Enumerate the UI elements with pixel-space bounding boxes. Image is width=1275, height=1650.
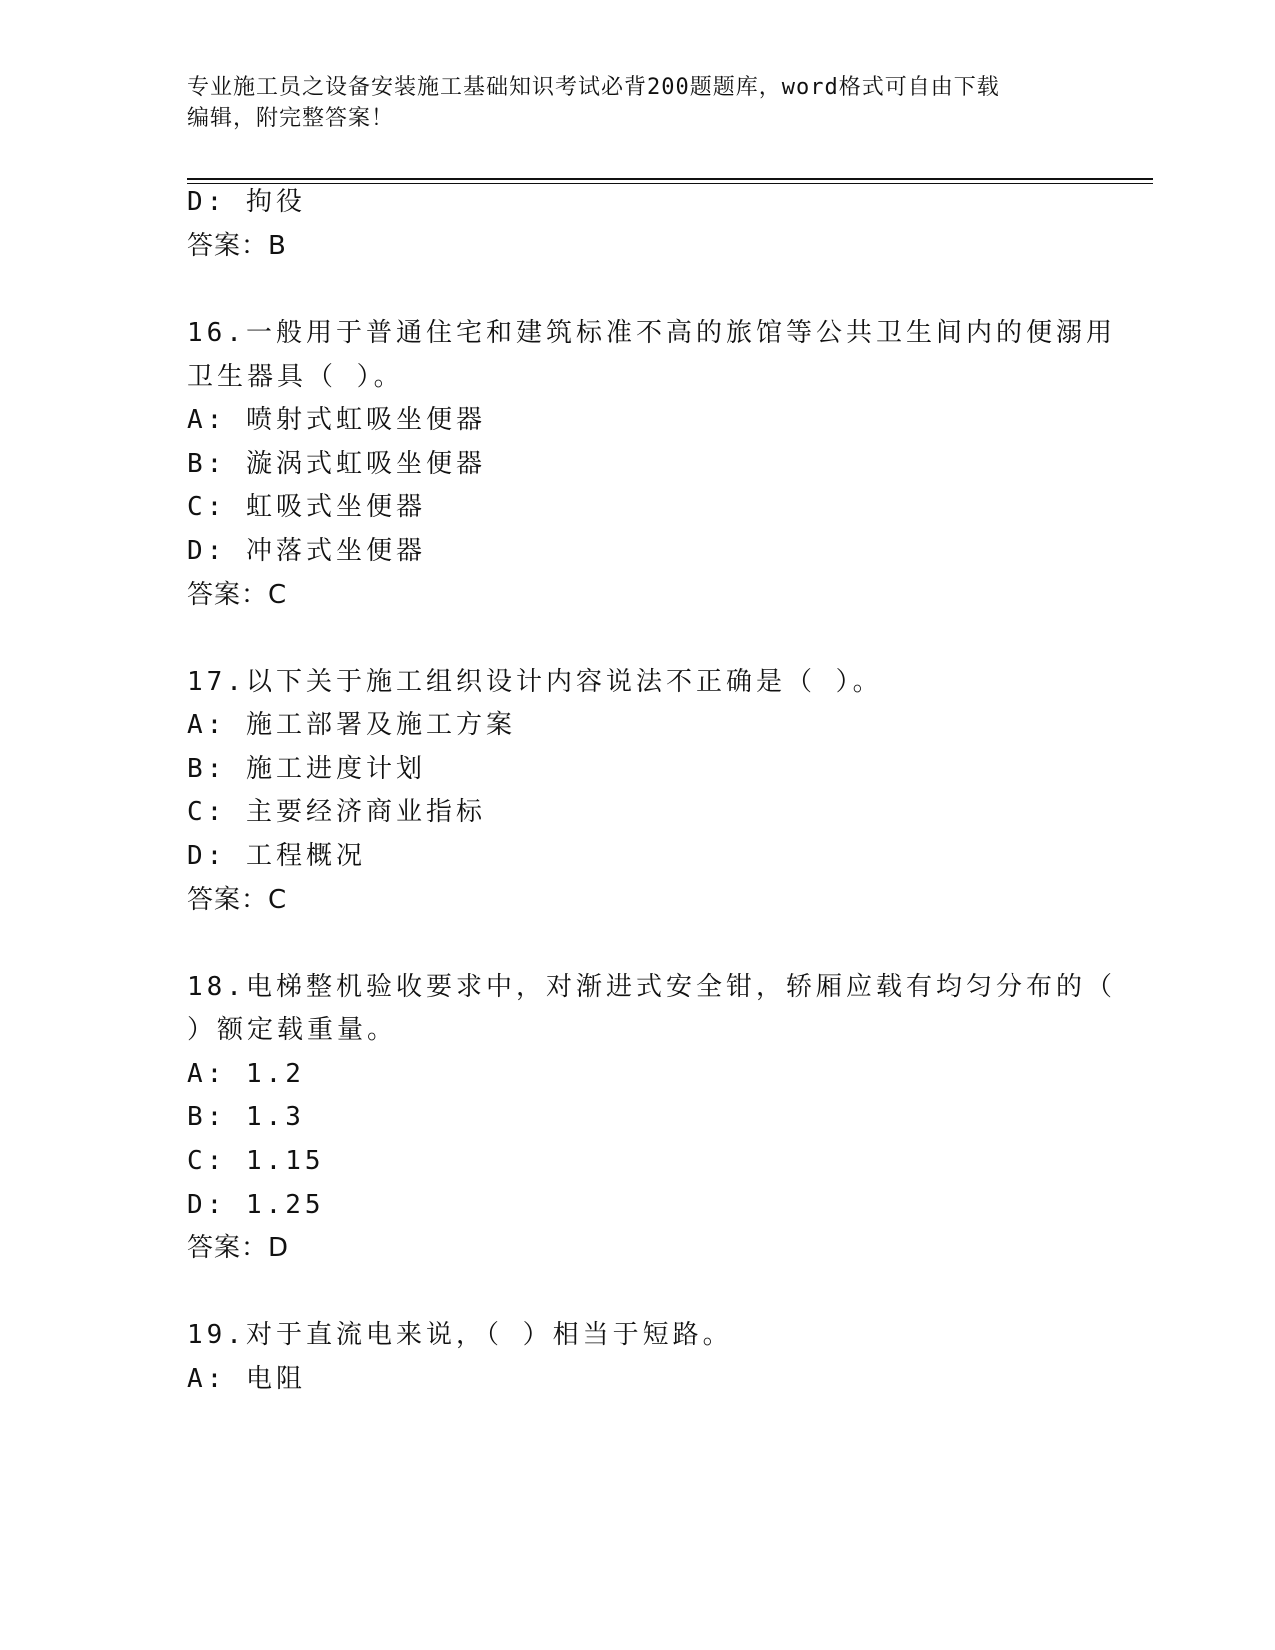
q16-answer: 答案：C bbox=[187, 580, 288, 610]
q17-option-c: C: 主要经济商业指标 bbox=[187, 797, 486, 827]
q18-option-b: B: 1.3 bbox=[187, 1102, 305, 1132]
q18-stem-line-1: 18.电梯整机验收要求中，对渐进式安全钳，轿厢应载有均匀分布的（ bbox=[187, 972, 1116, 1002]
prev-option-d: D: 拘役 bbox=[187, 187, 306, 217]
prev-answer: 答案：B bbox=[187, 231, 287, 261]
q17-answer: 答案：C bbox=[187, 885, 288, 915]
header-line-2: 编辑，附完整答案！ bbox=[187, 106, 395, 131]
q19-option-a: A: 电阻 bbox=[187, 1364, 306, 1394]
q18-option-d: D: 1.25 bbox=[187, 1190, 325, 1220]
header-divider-thick bbox=[187, 178, 1153, 180]
q18-answer: 答案：D bbox=[187, 1233, 290, 1263]
q17-stem-line-1: 17.以下关于施工组织设计内容说法不正确是（ ）。 bbox=[187, 667, 883, 697]
q18-stem-line-2: ）额定载重量。 bbox=[187, 1015, 398, 1045]
page-header bbox=[187, 72, 1087, 134]
q16-option-b: B: 漩涡式虹吸坐便器 bbox=[187, 449, 486, 479]
q16-option-d: D: 冲落式坐便器 bbox=[187, 536, 426, 566]
q16-option-a: A: 喷射式虹吸坐便器 bbox=[187, 405, 486, 435]
q17-option-d: D: 工程概况 bbox=[187, 841, 366, 871]
header-line-1: 专业施工员之设备安装施工基础知识考试必背200题题库，word格式可自由下载 bbox=[187, 75, 1000, 100]
q16-stem-line-2: 卫生器具（ ）。 bbox=[187, 362, 404, 392]
q18-option-c: C: 1.15 bbox=[187, 1146, 325, 1176]
q16-option-c: C: 虹吸式坐便器 bbox=[187, 492, 426, 522]
q17-option-b: B: 施工进度计划 bbox=[187, 754, 426, 784]
q19-stem-line-1: 19.对于直流电来说，（ ）相当于短路。 bbox=[187, 1320, 733, 1350]
q18-option-a: A: 1.2 bbox=[187, 1059, 305, 1089]
q17-option-a: A: 施工部署及施工方案 bbox=[187, 710, 516, 740]
q16-stem-line-1: 16.一般用于普通住宅和建筑标准不高的旅馆等公共卫生间内的便溺用 bbox=[187, 318, 1116, 348]
header-divider-thin bbox=[187, 183, 1153, 184]
